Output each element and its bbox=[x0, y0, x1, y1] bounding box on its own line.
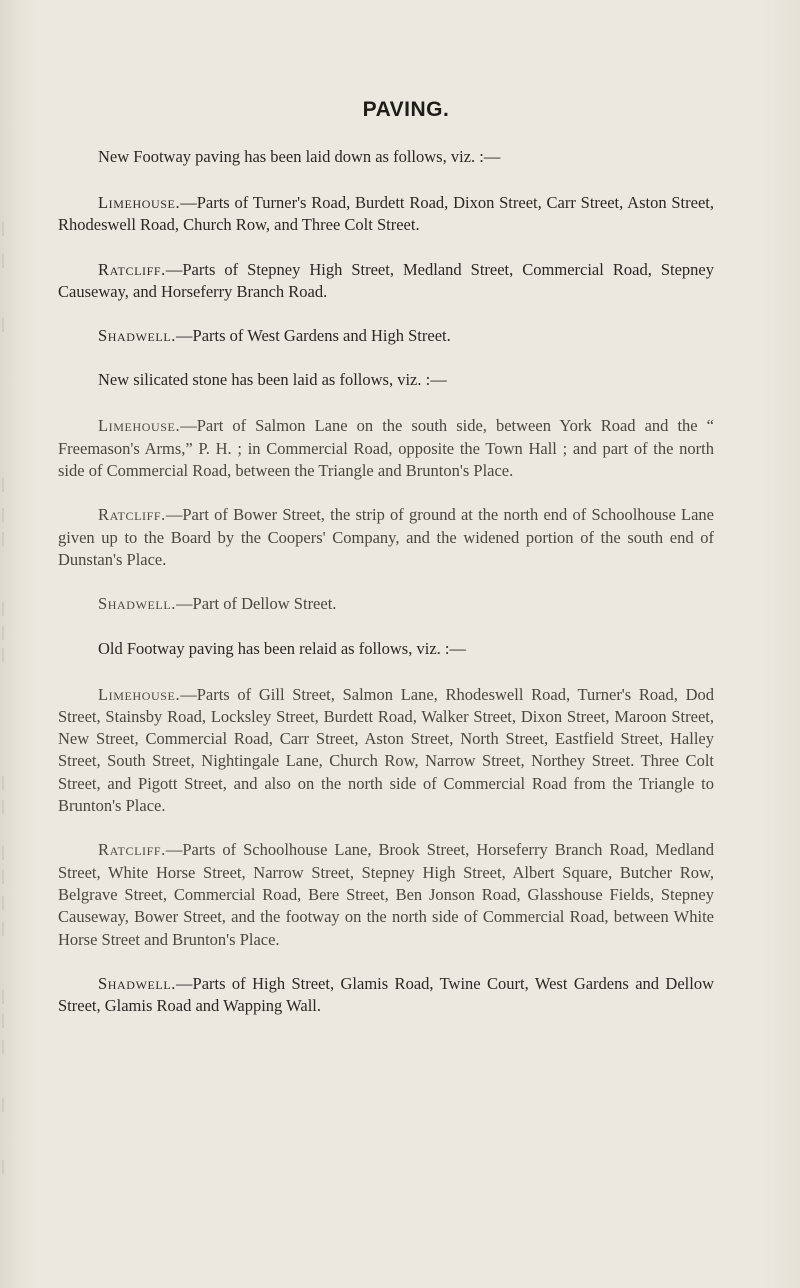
entry-shadwell-old-footway bbox=[58, 973, 714, 1018]
district-name: Shadwell. bbox=[98, 326, 177, 346]
entry-shadwell-new-footway bbox=[58, 325, 714, 347]
district-name: Limehouse. bbox=[98, 416, 181, 436]
section-intro-new-footway: New Footway paving has been laid down as follows, viz. :— bbox=[98, 147, 501, 166]
district-name: Ratcliff. bbox=[98, 840, 166, 860]
binding-gutter bbox=[0, 0, 14, 1288]
district-name: Ratcliff. bbox=[98, 505, 166, 525]
entry-limehouse-old-footway bbox=[58, 684, 714, 818]
entry-limehouse-new-footway bbox=[58, 192, 714, 237]
entry-text: —Parts of Schoolhouse Lane, Brook Street, Horseferry Branch Road, Medland Street, White Horse Street, Narrow Street, Stepney High Street, Albert Square, Butcher Row, Belgrave Street, Commercial Road, Bere Street, Ben Jonson Road, Glasshouse Fields, Stepney Causeway, Bower Street, and the footway on the north side of Commercial Road, between White Horse Street and Brunton's Place. bbox=[58, 840, 714, 949]
district-name: Shadwell. bbox=[98, 594, 177, 614]
document-content bbox=[58, 98, 714, 1039]
entry-text: —Part of Salmon Lane on the south side, between York Road and the “ Freemason's Arms,” P. H. ; in Commercial Road, opposite the Town Hall ; and part of the north side of Commercial Road, between the Triangle and Brunton's Place. bbox=[58, 416, 714, 481]
entry-limehouse-silicated-stone bbox=[58, 415, 714, 482]
entry-text: —Parts of Gill Street, Salmon Lane, Rhodeswell Road, Turner's Road, Dod Street, Stainsby Road, Locksley Street, Burdett Road, Walker Street, Dixon Street, Maroon Street, New Street, Commercial Road, Carr Street, Aston Street, North Street, Eastfield Street, Halley Street, South Street, Nightingale Lane, Church Row, Narrow Street, Northey Street. Three Colt Street, and Pigott Street, and also on the north side of Commercial Road from the Triangle to Brunton's Place. bbox=[58, 684, 714, 816]
entry-text: —Parts of West Gardens and High Street. bbox=[176, 326, 451, 346]
entry-text: —Parts of Turner's Road, Burdett Road, Dixon Street, Carr Street, Aston Street, Rhodeswell Road, Church Row, and Three Colt Street. bbox=[58, 193, 714, 235]
district-name: Shadwell. bbox=[98, 973, 177, 993]
entry-text: —Part of Dellow Street. bbox=[176, 594, 337, 614]
entry-text: —Parts of High Street, Glamis Road, Twine Court, West Gardens and Dellow Street, Glamis Road and Wapping Wall. bbox=[58, 973, 714, 1016]
entry-ratcliff-silicated-stone bbox=[58, 504, 714, 571]
district-name: Ratcliff. bbox=[98, 259, 166, 279]
section-intro-silicated-stone: New silicated stone has been laid as follows, viz. :— bbox=[98, 370, 447, 390]
section-intro-old-footway: Old Footway paving has been relaid as follows, viz. :— bbox=[98, 638, 466, 658]
entry-ratcliff-new-footway bbox=[58, 259, 714, 304]
page-title: PAVING. bbox=[362, 98, 450, 121]
entry-shadwell-silicated-stone bbox=[58, 593, 714, 615]
entry-text: —Parts of Stepney High Street, Medland Street, Commercial Road, Stepney Causeway, and Horseferry Branch Road. bbox=[58, 259, 714, 301]
entry-text: —Part of Bower Street, the strip of ground at the north end of Schoolhouse Lane given up to the Board by the Coopers' Company, and the widened portion of the south end of Dunstan's Place. bbox=[58, 505, 714, 569]
district-name: Limehouse. bbox=[98, 684, 181, 704]
entry-ratcliff-old-footway bbox=[58, 839, 714, 950]
district-name: Limehouse. bbox=[98, 193, 181, 212]
